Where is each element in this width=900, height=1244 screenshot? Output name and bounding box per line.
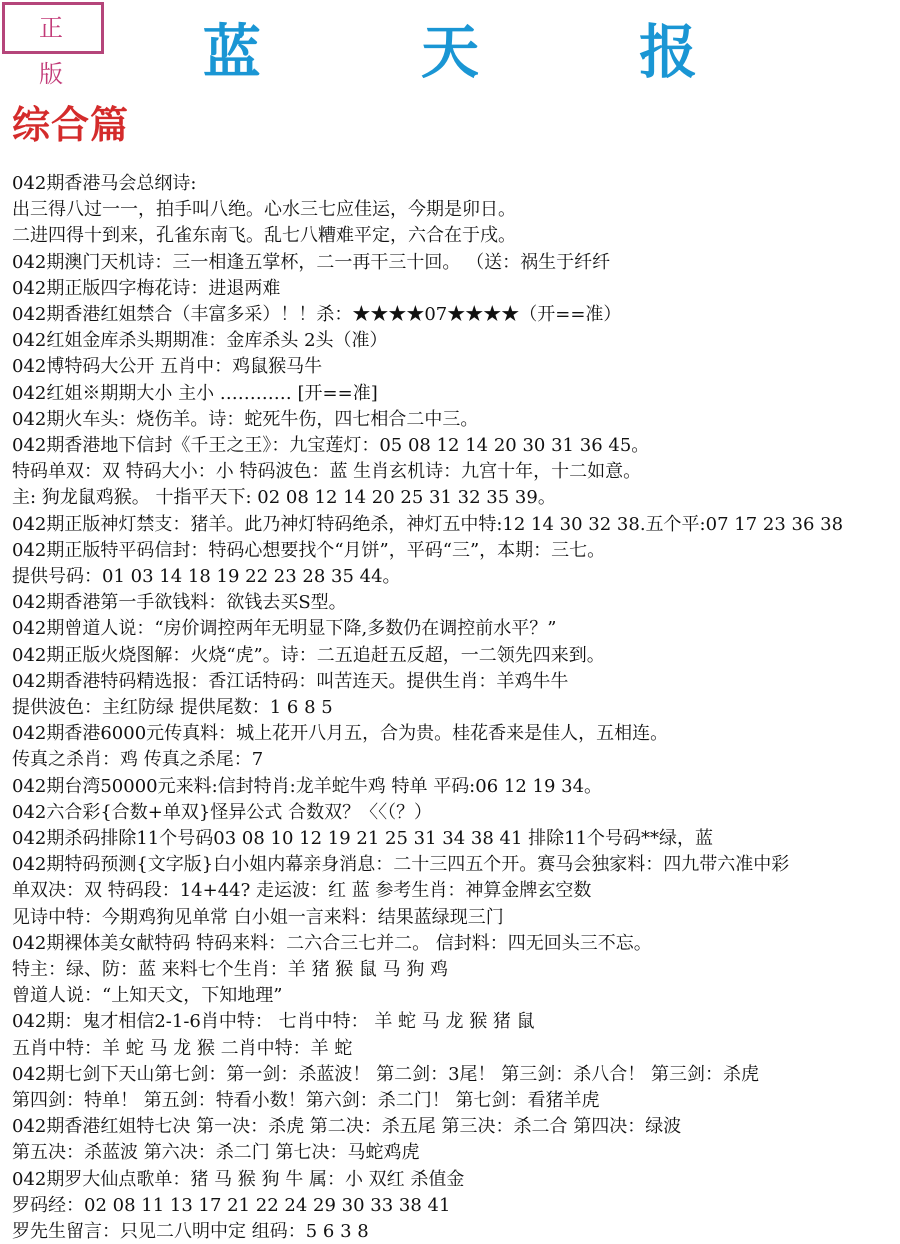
text-line: 二进四得十到来，孔雀东南飞。乱七八糟难平定，六合在于戌。 [12, 225, 516, 247]
text-line: 042红姐金库杀头期期准：金库杀头 2头（准） [12, 330, 388, 352]
text-line: 042期罗大仙点歌单：猪 马 猴 狗 牛 属：小 双红 杀值金 [12, 1168, 465, 1190]
text-line: 042期澳门天机诗：三一相逢五掌杯，二一再干三十回。 （送：祸生于纤纤 [12, 251, 611, 273]
text-line: 042期香港6000元传真料：城上花开八月五，合为贵。桂花香来是佳人，五相连。 [12, 723, 669, 745]
text-line: 042红姐※期期大小 主小 ………… [开==准] [12, 382, 378, 404]
text-line: 第四剑：特单！ 第五剑：特看小数！第六剑：杀二门！ 第七剑：看猪羊虎 [12, 1090, 600, 1111]
text-line: 传真之杀肖：鸡 传真之杀尾：7 [12, 749, 264, 771]
text-line: 042期特码预测{文字版}白小姐内幕亲身消息：二十三四五个开。赛马会独家料：四九带六准中彩 [12, 854, 790, 876]
text-line: 曾道人说：“上知天文，下知地理” [12, 985, 283, 1007]
text-line: 042期香港红姐特七决 第一决：杀虎 第二决：杀五尾 第三决：杀二合 第四决：绿波 [12, 1116, 682, 1138]
text-line: 042期杀码排除11个号码03 08 10 12 19 21 25 31 34 38 41 排除11个号码**绿，蓝 [12, 828, 714, 849]
text-line: 042期香港特码精选报：香江话特码：叫苦连天。提供生肖：羊鸡牛牛 [12, 670, 569, 692]
text-line: 042期香港马会总纲诗: [12, 173, 197, 194]
text-line: 特码单双：双 特码大小：小 特码波色：蓝 生肖玄机诗：九宫十年，十二如意。 [12, 461, 642, 483]
text-line: 042期火车头：烧伤羊。诗：蛇死牛伤，四七相合二中三。 [12, 408, 479, 430]
text-line: 042期正版四字梅花诗：进退两难 [12, 277, 281, 299]
text-line: 042期七剑下天山第七剑：第一剑：杀蓝波！ 第二剑：3尾！ 第三剑：杀八合！ 第三剑：杀虎 [12, 1063, 759, 1085]
text-line: 042期裸体美女献特码 特码来料：二六合三七并二。 信封料：四无回头三不忘。 [12, 932, 652, 954]
text-line: 042期香港地下信封《千王之王》：九宝莲灯：05 08 12 14 20 30 31 36 45。 [12, 435, 650, 456]
text-line: 单双决：双 特码段：14+44? 走运波：红 蓝 参考生肖：神算金牌玄空数 [12, 880, 592, 902]
text-line: 见诗中特：今期鸡狗见单常 白小姐一言来料：结果蓝绿现三门 [12, 906, 504, 928]
text-line: 042期曾道人说：“房价调控两年无明显下降,多数仍在调控前水平？” [12, 618, 557, 640]
text-line: 特主：绿、防：蓝 来料七个生肖：羊 猪 猴 鼠 马 狗 鸡 [12, 959, 449, 980]
text-line: 042六合彩{合数+单双}怪异公式 合数双？〈〈（？） [12, 801, 433, 823]
text-line: 主: 狗龙鼠鸡猴。 十指平天下: 02 08 12 14 20 25 31 32 35 39。 [12, 487, 556, 509]
text-line: 出三得八过一一，拍手叫八绝。心水三七应佳运，今期是卯日。 [12, 199, 516, 221]
text-line: 罗码经：02 08 11 13 17 21 22 24 29 30 33 38 41 [12, 1194, 451, 1216]
text-line: 042期香港红姐禁合（丰富多采）！！杀：★★★★07★★★★（开==准） [12, 304, 622, 325]
text-line: 042期台湾50000元来料:信封特肖:龙羊蛇牛鸡 特单 平码:06 12 19 34。 [12, 775, 603, 797]
text-line: 042期正版火烧图解：火烧“虎”。诗：二五追赶五反超，一二领先四来到。 [12, 644, 605, 666]
text-line: 042博特码大公开 五肖中：鸡鼠猴马牛 [12, 356, 323, 378]
text-line: 罗先生留言：只见二八明中定 组码：5 6 3 8 [12, 1221, 369, 1242]
zhengban-stamp: 正 版 [2, 2, 104, 54]
section-heading: 综合篇 [12, 103, 130, 147]
text-line: 042期正版特平码信封：特码心想要找个“月饼”，平码“三”，本期：三七。 [12, 539, 606, 561]
text-line: 第五决：杀蓝波 第六决：杀二门 第七决：马蛇鸡虎 [12, 1142, 420, 1164]
newspaper-title: 蓝 天 报 [202, 18, 768, 86]
text-line: 提供波色：主红防绿 提供尾数：1 6 8 5 [12, 697, 333, 718]
text-line: 五肖中特：羊 蛇 马 龙 猴 二肖中特：羊 蛇 [12, 1037, 353, 1059]
text-line: 042期香港第一手欲钱料：欲钱去买S型。 [12, 592, 347, 614]
text-line: 提供号码：01 03 14 18 19 22 23 28 35 44。 [12, 566, 401, 587]
text-line: 042期正版神灯禁支：猪羊。此乃神灯特码绝杀，神灯五中特:12 14 30 32 38.五个平:07 17 23 36 38 [12, 513, 844, 535]
text-line: 042期：鬼才相信2-1-6肖中特： 七肖中特： 羊 蛇 马 龙 猴 猪 鼠 [12, 1011, 535, 1033]
